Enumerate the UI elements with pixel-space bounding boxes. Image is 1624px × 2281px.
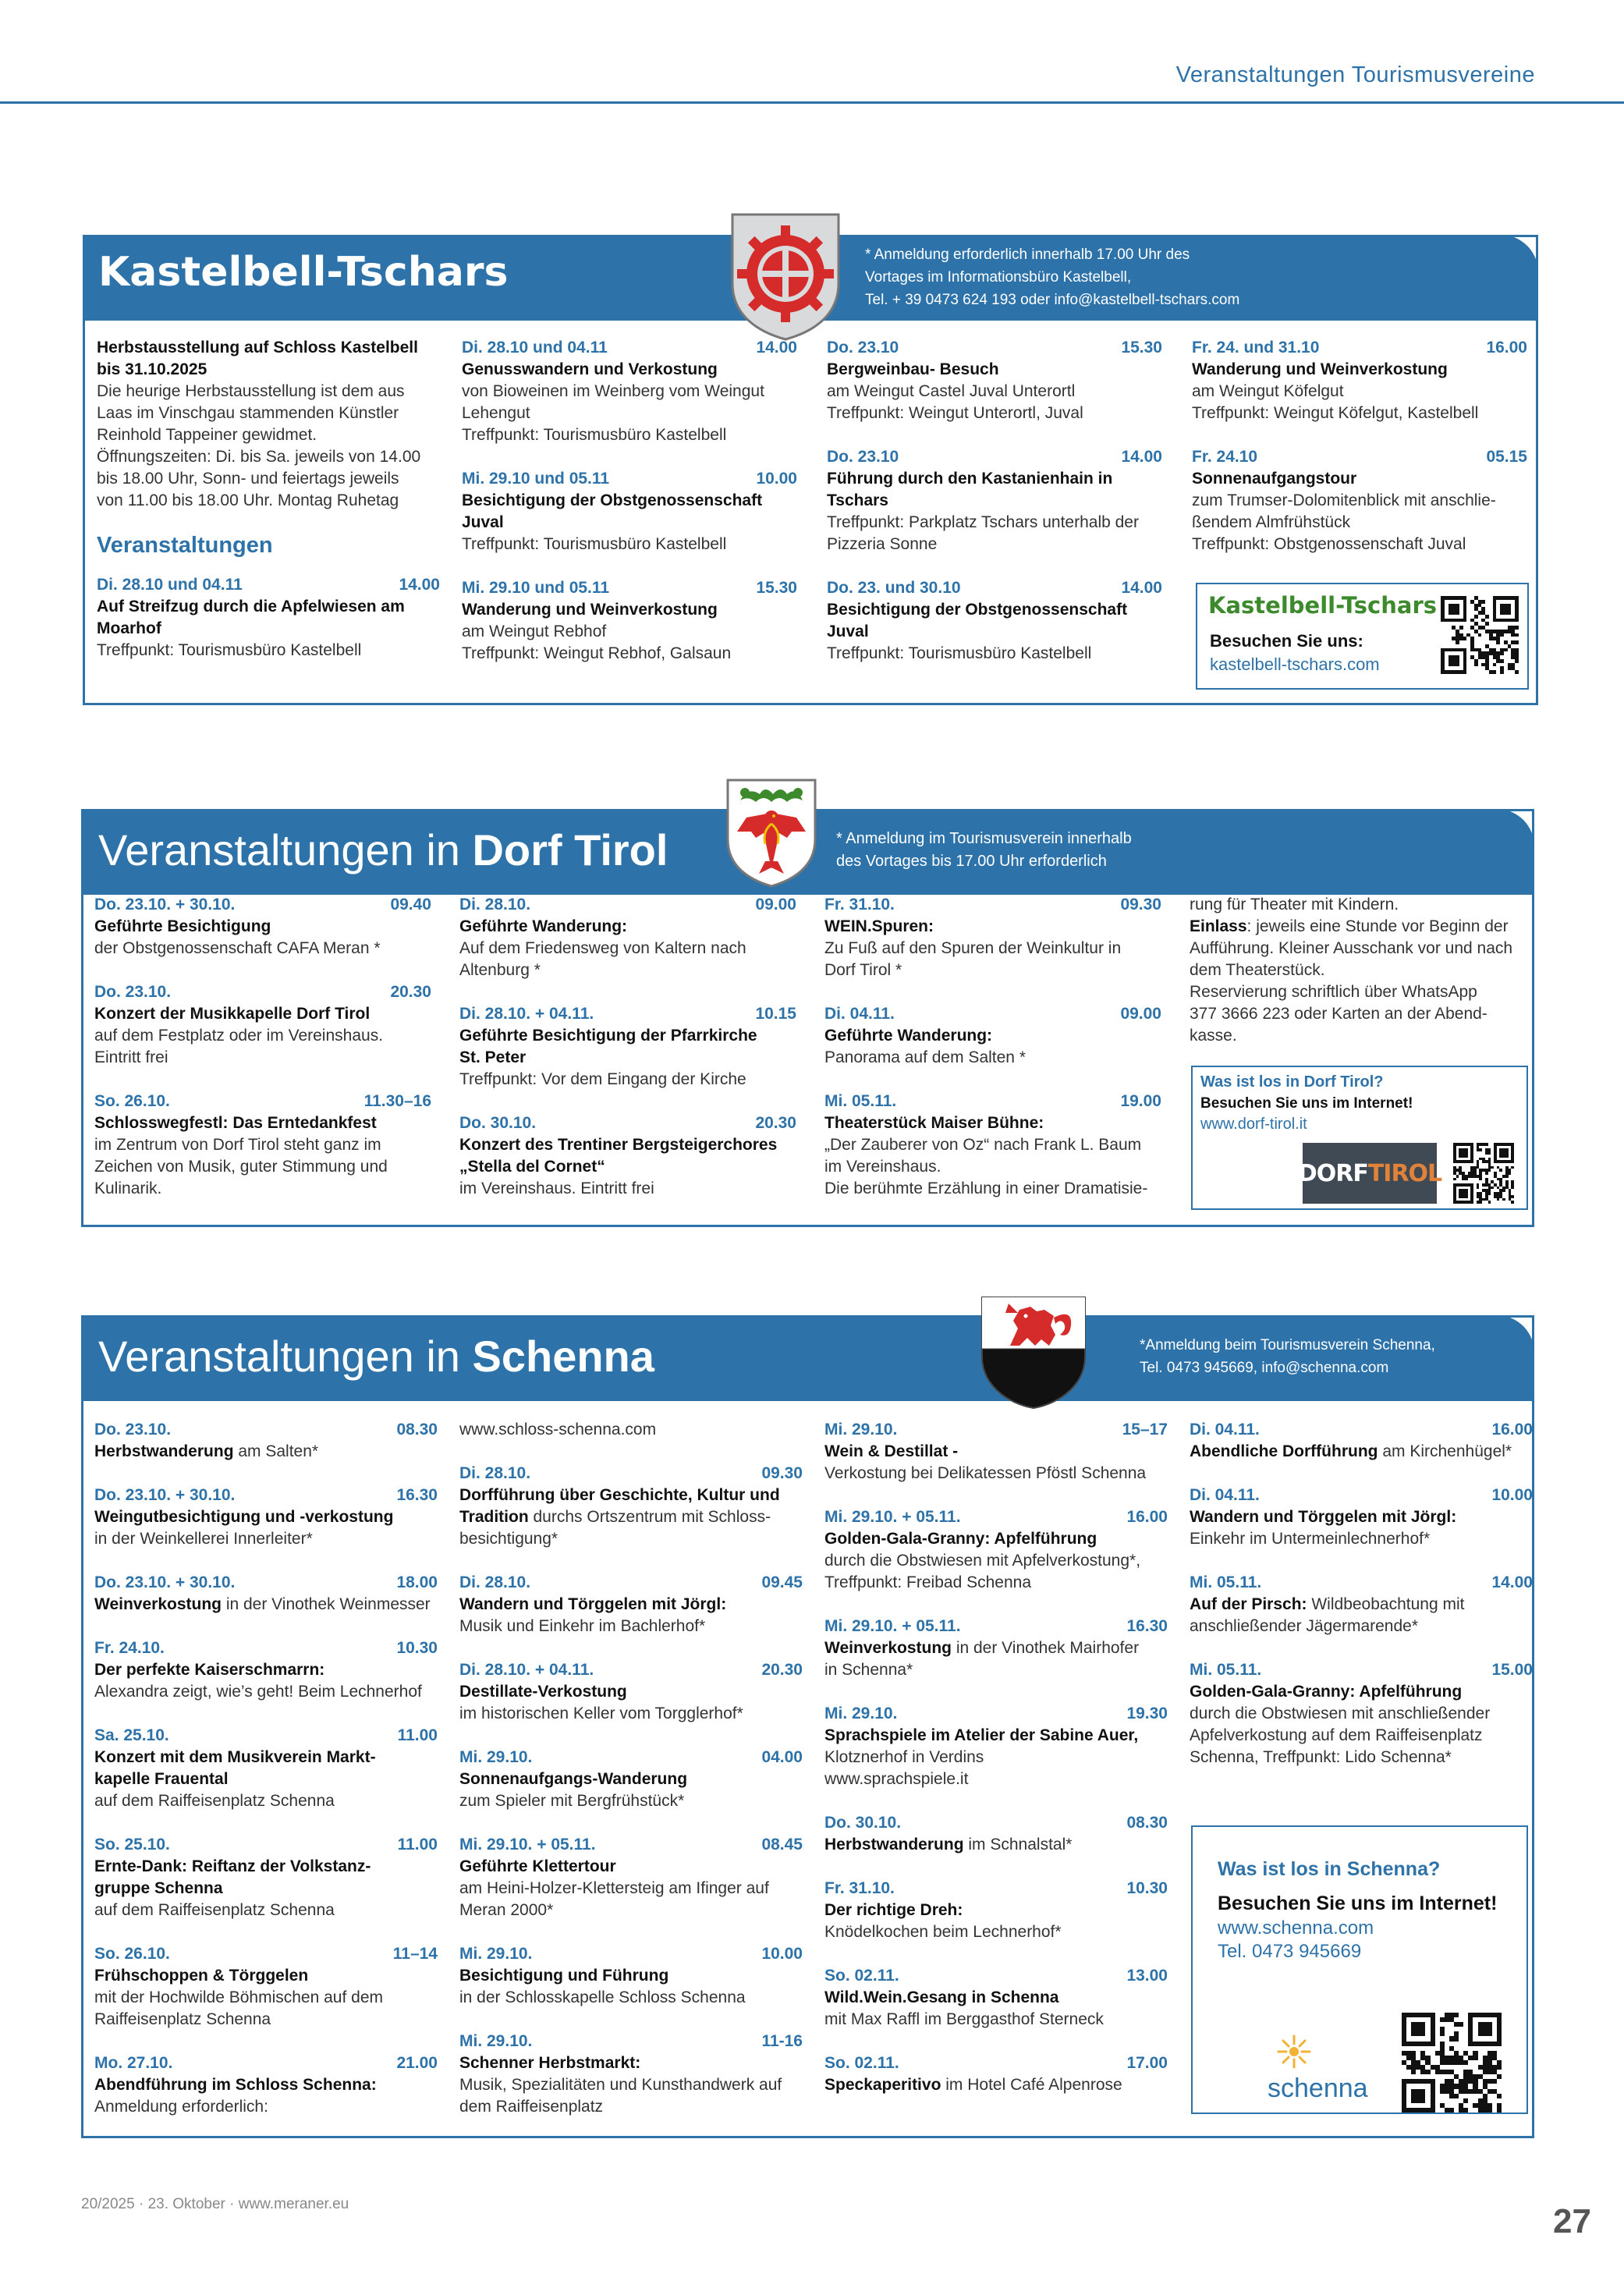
- event-item: Fr. 31.10. 10.30 Der richtige Dreh: Knödelkochen beim Lechnerhof*: [824, 1879, 1168, 1941]
- kastelbell-subhead: Veranstaltungen: [97, 533, 273, 558]
- tirol-promo-box: [1191, 1066, 1528, 1210]
- schenna-lion-crest-icon: [979, 1294, 1088, 1411]
- event-item: Fr. 24. und 31.10 16.00 Wanderung und Weinverkostung am Weingut Köfelgut Treffpunkt: Weingut Köfelgut, Kastelbell: [1192, 339, 1527, 422]
- qr-code-icon: [1441, 596, 1519, 674]
- schenna-col-1: [94, 1419, 438, 2140]
- qr-code-icon: [1402, 2013, 1502, 2112]
- schenna-col2-top[interactable]: www.schloss-schenna.com: [459, 1421, 657, 1438]
- schenna-band: [81, 1315, 1534, 1401]
- schenna-promo-box: [1191, 1825, 1528, 2114]
- tirol-col-1: [94, 894, 431, 1222]
- tirol-title: Veranstaltungen in Dorf Tirol: [98, 825, 668, 874]
- kastelbell-visit: Besuchen Sie uns:: [1210, 631, 1363, 651]
- tirol-col-3: [824, 894, 1161, 1222]
- kastelbell-logo: Kastelbell-Tschars: [1208, 592, 1438, 619]
- event-item: Mi. 29.10. + 05.11. 08.45 Geführte Klettertour am Heini-Holzer-Klettersteig am Ifinger auf Meran 2000*: [459, 1836, 803, 1919]
- event-item: So. 25.10. 11.00 Ernte-Dank: Reiftanz der Volkstanz- gruppe Schenna auf dem Raiffeisenplatz Schenna: [94, 1836, 438, 1919]
- kastelbell-col-2: [462, 337, 797, 686]
- event-item: Di. 28.10. 09.30 Dorfführung über Geschichte, Kultur und Tradition durchs Ortszentrum mit Schloss- besichtigung*: [459, 1464, 803, 1548]
- event-item: Di. 28.10. 09.45 Wandern und Törggelen mit Jörgl: Musik und Einkehr im Bachlerhof*: [459, 1573, 803, 1635]
- event-item: So. 26.10. 11.30–16 Schlosswegfestl: Das Erntedankfest im Zentrum von Dorf Tirol steht ganz im Zeichen von Musik, guter Stimmung und Kulinarik.: [94, 1092, 431, 1197]
- kastelbell-col-1: Herbstausstellung auf Schloss Kastelbell bis 31.10.2025 Die heurige Herbstausstellung ist dem aus Laas im Vinschgau stammenden Künstler Reinhold Tappeiner gewidmet. Öffnungszeiten: Di. bis Sa. jeweils von 14.00 bis 18.00 Uhr, Sonn- und feiertags jeweils von 11.00 bis 18.00 Uhr. Montag Ruhetag Veranstaltungen Di. 28.10 und 04.11 14.00 Auf Streifzug durch die Apfelwiesen am Moarhof Treffpunkt: Tourismusbüro Kastelbell: [97, 337, 440, 683]
- schenna-title: Veranstaltungen in Schenna: [98, 1332, 654, 1381]
- section-dorf-tirol: [81, 809, 1534, 1227]
- section-schenna: [81, 1315, 1534, 2138]
- schenna-note: *Anmeldung beim Tourismusverein Schenna, Tel. 0473 945669, info@schenna.com: [1140, 1337, 1435, 1376]
- event-item: Do. 23.10. + 30.10. 16.30 Weingutbesichtigung und -verkostung in der Weinkellerei Innerleiter*: [94, 1486, 438, 1548]
- event-item: Sa. 25.10. 11.00 Konzert mit dem Musikverein Markt- kapelle Frauental auf dem Raiffeisenplatz Schenna: [94, 1726, 438, 1810]
- event-item: Mi. 29.10. + 05.11. 16.00 Golden-Gala-Granny: Apfelführung durch die Obstwiesen mit Apfelverkostung*, Treffpunkt: Freibad Schenna: [824, 1508, 1168, 1591]
- event-item: Do. 23.10. + 30.10. 18.00 Weinverkostung in der Vinothek Weinmesser: [94, 1573, 438, 1613]
- event-item: Mi. 29.10. 10.00 Besichtigung und Führung in der Schlosskapelle Schloss Schenna: [459, 1945, 803, 2006]
- event-item: Di. 04.11. 16.00 Abendliche Dorfführung am Kirchenhügel*: [1190, 1421, 1533, 1460]
- qr-code-icon: [1453, 1143, 1514, 1204]
- kastelbell-url[interactable]: kastelbell-tschars.com: [1210, 655, 1380, 674]
- event-item: Mi. 29.10. 04.00 Sonnenaufgangs-Wanderung zum Spieler mit Bergfrühstück*: [459, 1748, 803, 1810]
- event-item: Di. 04.11. 10.00 Wandern und Törggelen mit Jörgl: Einkehr im Untermeinlechnerhof*: [1190, 1486, 1533, 1548]
- tirol-promo-visit: Besuchen Sie uns im Internet!: [1200, 1095, 1413, 1112]
- qr-module: [1515, 670, 1519, 674]
- schenna-logo: schenna: [1268, 2073, 1368, 2103]
- schenna-promo-tel: Tel. 0473 945669: [1218, 1941, 1362, 1962]
- event-item: Do. 30.10. 08.30 Herbstwanderung im Schnalstal*: [824, 1814, 1168, 1854]
- kastelbell-note: * Anmeldung erforderlich innerhalb 17.00 Uhr des Vortages im Informationsbüro Kastelbell, Tel. + 39 0473 624 193 oder info@kastelbell-tschars.com: [865, 247, 1240, 308]
- event-item: Mi. 29.10. 15–17 Wein & Destillat - Verkostung bei Delikatessen Pföstl Schenna: [824, 1421, 1168, 1482]
- event-item: Di. 28.10. 09.00 Geführte Wanderung: Auf dem Friedensweg von Kaltern nach Altenburg *: [459, 896, 796, 979]
- kastelbell-col-4: [1192, 337, 1527, 577]
- qr-module: [1497, 2108, 1502, 2112]
- tirol-col-2: [459, 894, 796, 1222]
- event-item: Do. 30.10. 20.30 Konzert des Trentiner Bergsteigerchores „Stella del Cornet“ im Vereinshaus. Eintritt frei: [459, 1114, 796, 1197]
- event-item: Mi. 29.10. 19.30 Sprachspiele im Atelier der Sabine Auer, Klotznerhof in Verdins www.sprachspiele.it: [824, 1705, 1168, 1788]
- event-item: Mi. 29.10 und 05.11 15.30 Wanderung und Weinverkostung am Weingut Rebhof Treffpunkt: Weingut Rebhof, Galsaun: [462, 579, 797, 662]
- event-item: Mi. 05.11. 19.00 Theaterstück Maiser Bühne: „Der Zauberer von Oz“ nach Frank L. Baum im Vereinshaus. Die berühmte Erzählung in einer Dramatisie-: [824, 1092, 1161, 1197]
- event-item: Mi. 29.10. 11-16 Schenner Herbstmarkt: Musik, Spezialitäten und Kunsthandwerk auf dem Raiffeisenplatz: [459, 2032, 803, 2116]
- section-kastelbell: [83, 235, 1538, 705]
- kastelbell-crest-icon: [729, 211, 842, 341]
- event-item: Do. 23.10 15.30 Bergweinbau- Besuch am Weingut Castel Juval Unterortl Treffpunkt: Weingut Unterortl, Juval: [827, 339, 1162, 422]
- event-item: Do. 23.10 14.00 Führung durch den Kastanienhain in Tschars Treffpunkt: Parkplatz Tschars unterhalb der Pizzeria Sonne: [827, 448, 1162, 553]
- tirol-promo-question: Was ist los in Dorf Tirol?: [1200, 1073, 1384, 1091]
- tirol-promo-url[interactable]: www.dorf-tirol.it: [1200, 1116, 1307, 1133]
- event-item: Mo. 27.10. 21.00 Abendführung im Schloss Schenna: Anmeldung erforderlich:: [94, 2054, 438, 2116]
- kastelbell-title: Kastelbell-Tschars: [98, 249, 509, 296]
- event-item: Fr. 31.10. 09.30 WEIN.Spuren: Zu Fuß auf den Spuren der Weinkultur in Dorf Tirol *: [824, 896, 1161, 979]
- event-item: Di. 28.10 und 04.11 14.00 Auf Streifzug durch die Apfelwiesen am Moarhof Treffpunkt: Tourismusbüro Kastelbell: [97, 576, 440, 659]
- schenna-col-3: [824, 1419, 1168, 2118]
- running-title: Veranstaltungen Tourismusvereine: [1175, 62, 1535, 87]
- tirol-col-4: rung für Theater mit Kindern. Einlass: jeweils eine Stunde vor Beginn der Aufführung. Kleiner Ausschank vor und nach dem Theaterstück. Reservierung schriftlich über WhatsApp 377 3666 223 oder Karten an der Abend- kasse.: [1190, 896, 1513, 1045]
- event-item: Fr. 24.10. 10.30 Der perfekte Kaiserschmarrn: Alexandra zeigt, wie’s geht! Beim Lechnerhof: [94, 1639, 438, 1701]
- footer-text: 20/2025 · 23. Oktober · www.meraner.eu: [81, 2196, 349, 2212]
- event-item: Mi. 05.11. 15.00 Golden-Gala-Granny: Apfelführung durch die Obstwiesen mit anschließender Apfelverkostung auf dem Raiffeisenplatz Schenna, Treffpunkt: Lido Schenna*: [1190, 1661, 1533, 1766]
- event-item: So. 02.11. 17.00 Speckaperitivo im Hotel Café Alpenrose: [824, 2054, 1168, 2094]
- event-item: Do. 23.10. 08.30 Herbstwanderung am Salten*: [94, 1421, 438, 1460]
- schenna-promo-url[interactable]: www.schenna.com: [1218, 1917, 1374, 1939]
- event-item: Di. 28.10. + 04.11. 10.15 Geführte Besichtigung der Pfarrkirche St. Peter Treffpunkt: Vor dem Eingang der Kirche: [459, 1005, 796, 1088]
- event-item: Fr. 24.10 05.15 Sonnenaufgangstour zum Trumser-Dolomitenblick mit anschlie- ßendem Almfrühstück Treffpunkt: Obstgenossenschaft Juval: [1192, 448, 1527, 553]
- event-item: Do. 23.10. 20.30 Konzert der Musikkapelle Dorf Tirol auf dem Festplatz oder im Vereinshaus. Eintritt frei: [94, 983, 431, 1066]
- schenna-promo-question: Was ist los in Schenna?: [1218, 1858, 1441, 1880]
- tirol-eagle-crest-icon: [725, 777, 818, 888]
- event-item: Mi. 05.11. 14.00 Auf der Pirsch: Wildbeobachtung mit anschließender Jägermarende*: [1190, 1573, 1533, 1635]
- header-rule: [0, 101, 1624, 104]
- event-item: So. 02.11. 13.00 Wild.Wein.Gesang in Schenna mit Max Raffl im Berggasthof Sterneck: [824, 1967, 1168, 2028]
- tirol-note: * Anmeldung im Tourismusverein innerhalb des Vortages bis 17.00 Uhr erforderlich: [836, 830, 1132, 870]
- event-item: Di. 28.10 und 04.11 14.00 Genusswandern und Verkostung von Bioweinen im Weinberg vom Weingut Lehengut Treffpunkt: Tourismusbüro Kastelbell: [462, 339, 797, 444]
- event-item: Mi. 29.10 und 05.11 10.00 Besichtigung der Obstgenossenschaft Juval Treffpunkt: Tourismusbüro Kastelbell: [462, 470, 797, 553]
- event-item: So. 26.10. 11–14 Frühschoppen & Törggelen mit der Hochwilde Böhmischen auf dem Raiffeisenplatz Schenna: [94, 1945, 438, 2028]
- schenna-col-2: [459, 1419, 803, 2140]
- kastelbell-promo-box: [1196, 583, 1529, 690]
- schenna-promo-visit: Besuchen Sie uns im Internet!: [1218, 1893, 1498, 1914]
- sun-logo-icon: [1275, 2033, 1313, 2070]
- event-item: Di. 28.10. + 04.11. 20.30 Destillate-Verkostung im historischen Keller vom Torgglerhof*: [459, 1661, 803, 1722]
- schenna-col-4: [1190, 1419, 1533, 1790]
- event-item: Do. 23. und 30.10 14.00 Besichtigung der Obstgenossenschaft Juval Treffpunkt: Tourismusbüro Kastelbell: [827, 579, 1162, 662]
- qr-module: [1511, 1201, 1514, 1204]
- event-item: Do. 23.10. + 30.10. 09.40 Geführte Besichtigung der Obstgenossenschaft CAFA Meran *: [94, 896, 431, 957]
- event-item: Di. 04.11. 09.00 Geführte Wanderung: Panorama auf dem Salten *: [824, 1005, 1161, 1066]
- event-item: Mi. 29.10. + 05.11. 16.30 Weinverkostung in der Vinothek Mairhofer in Schenna*: [824, 1617, 1168, 1679]
- dorftirol-logo: DORF TIROL: [1303, 1143, 1437, 1204]
- page-number: 27: [1553, 2202, 1591, 2240]
- kastelbell-col-3: [827, 337, 1162, 686]
